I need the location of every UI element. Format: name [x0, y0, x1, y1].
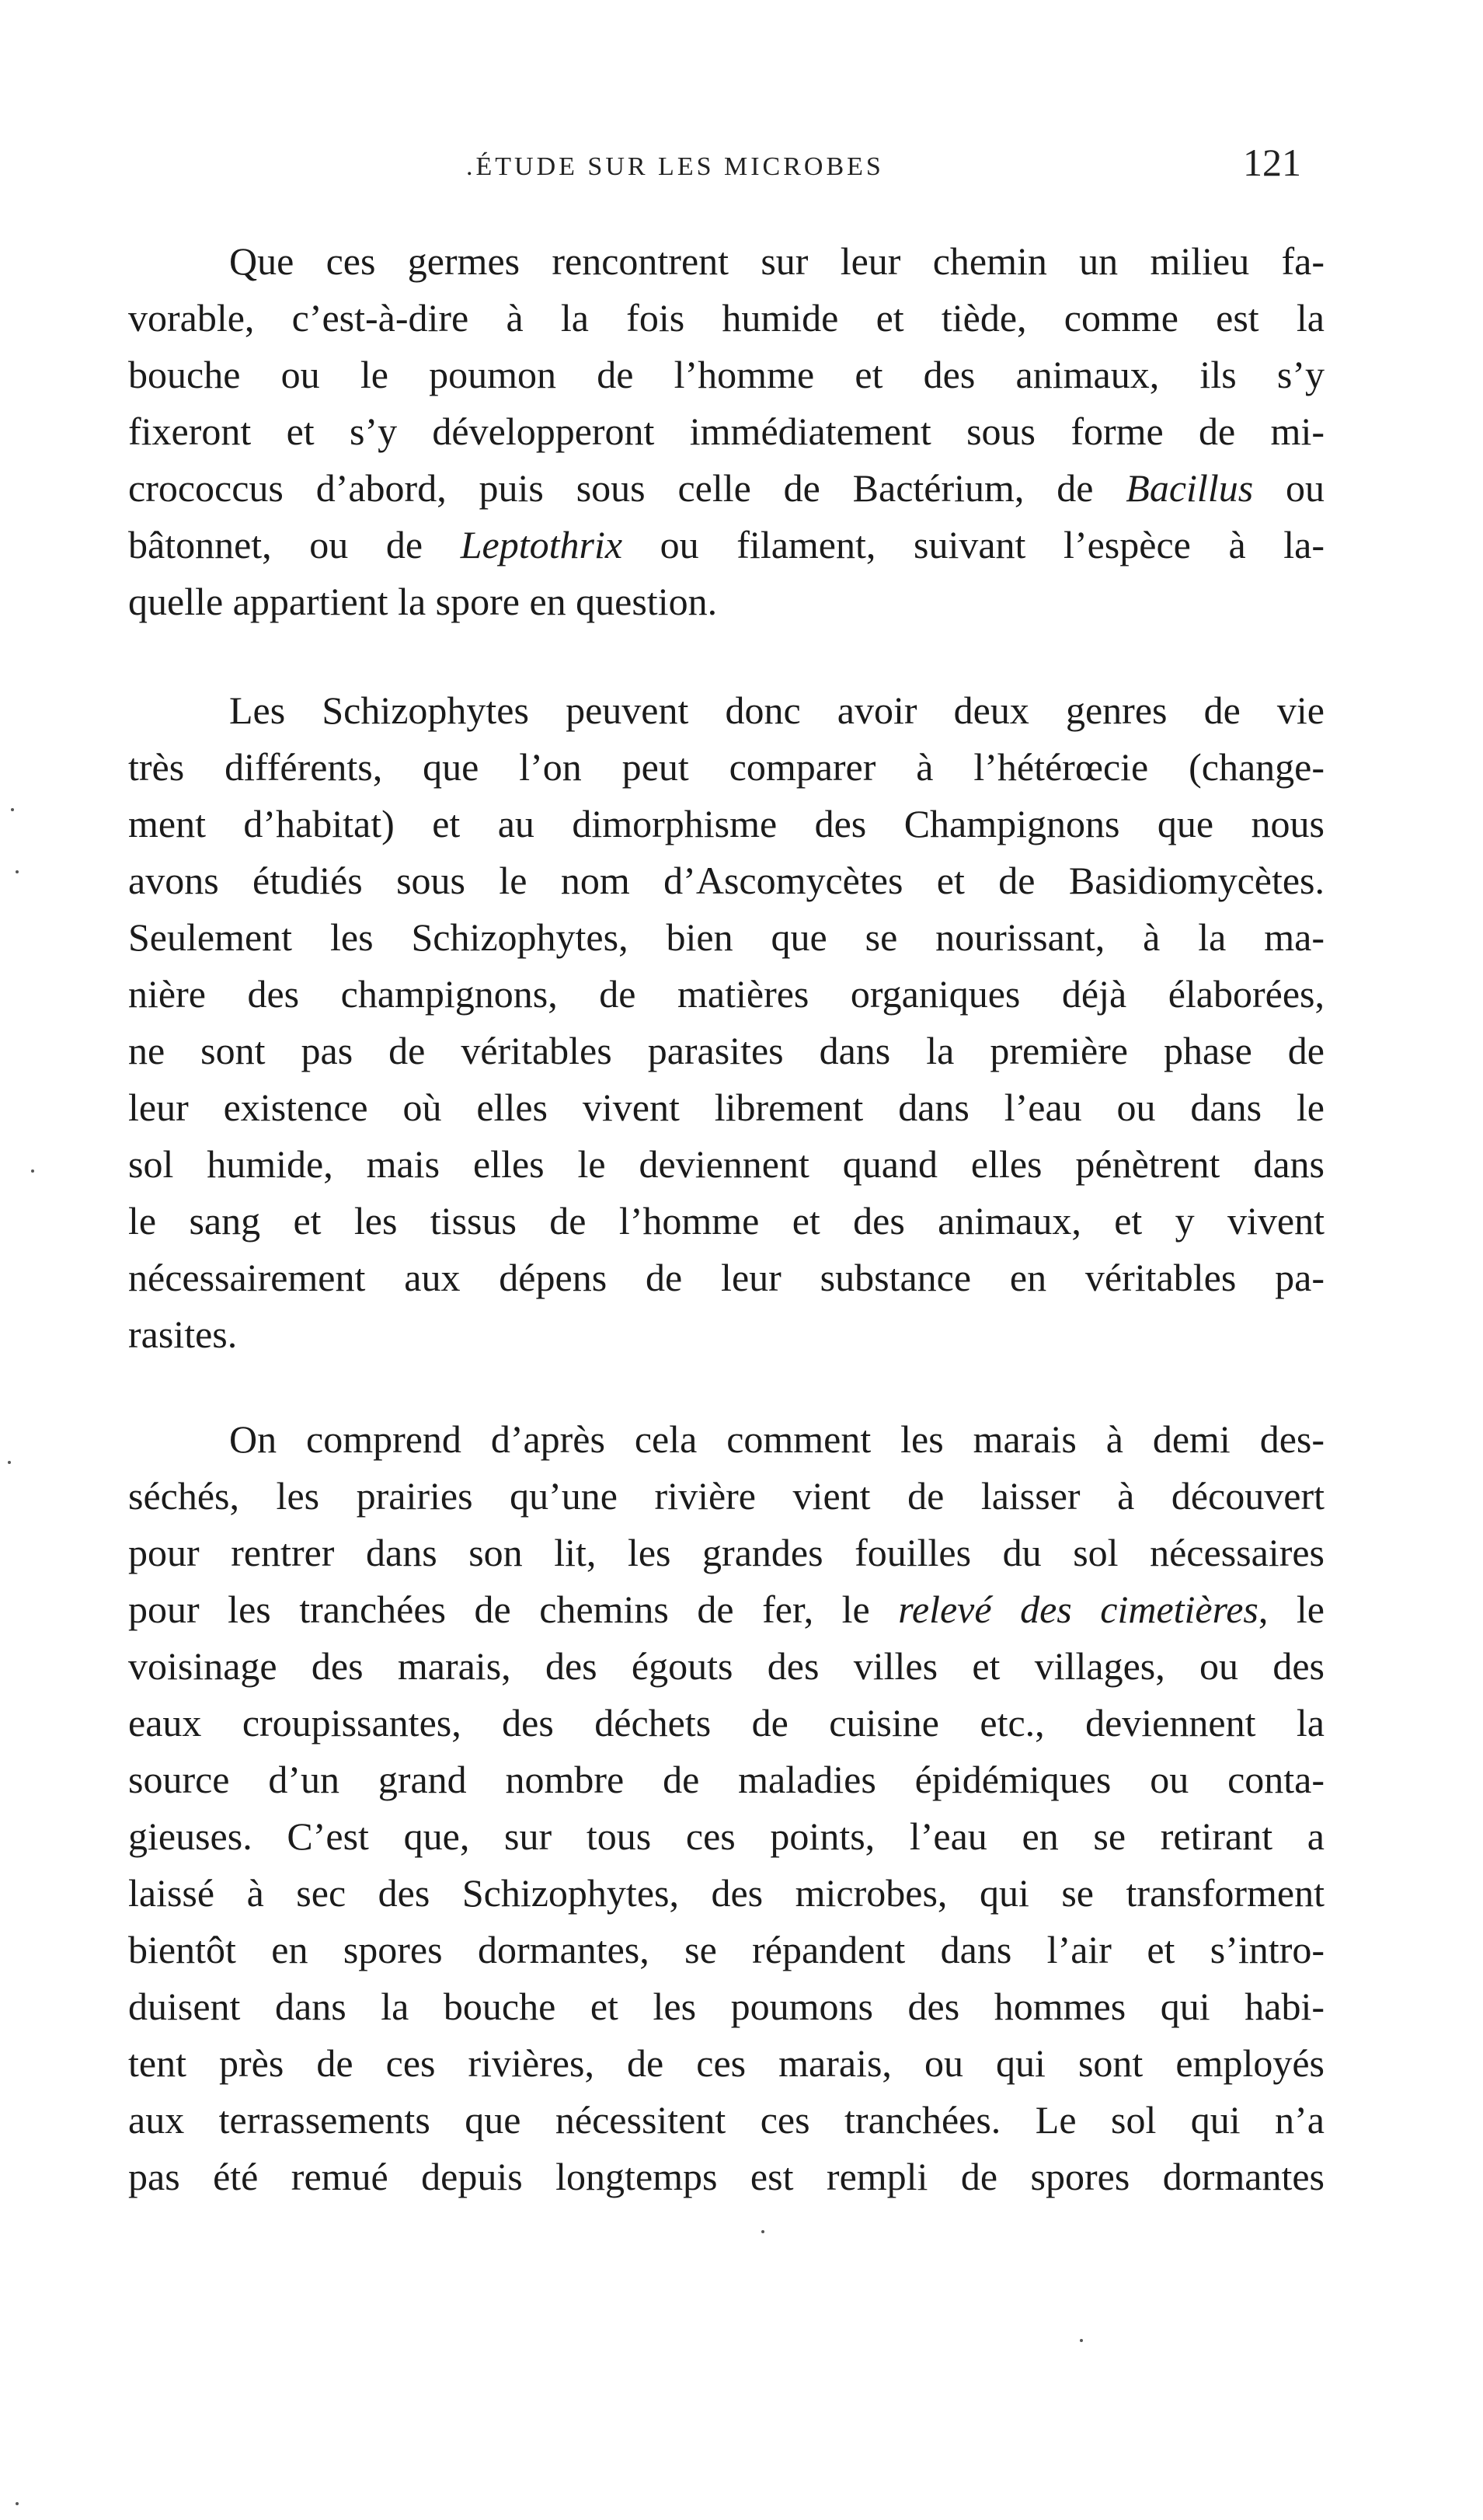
text-line: Seulement les Schizophytes, bien que se nourissant, à la ma- [128, 915, 1325, 959]
text-line: eaux croupissantes, des déchets de cuisine etc., deviennent la [128, 1701, 1325, 1744]
text-line: avons étudiés sous le nom d’Ascomycètes et de Basidiomycètes. [128, 859, 1325, 902]
italic-term-leptothrix: Leptothrix [460, 523, 623, 566]
text-line: bâtonnet, ou de Leptothrix ou filament, suivant l’espèce à la- [128, 523, 1325, 566]
text-line: fixeront et s’y développeront immédiatement sous forme de mi- [128, 410, 1325, 453]
text-line: leur existence où elles vivent librement dans l’eau ou dans le [128, 1086, 1325, 1129]
text-line: tent près de ces rivières, de ces marais, ou qui sont employés [128, 2041, 1325, 2085]
paragraph-2 [128, 682, 1325, 1363]
text-line: ment d’habitat) et au dimorphisme des Champignons que nous [128, 802, 1325, 845]
text-line: Les Schizophytes peuvent donc avoir deux genres de vie [229, 688, 1325, 732]
text-line: quelle appartient la spore en question. [128, 580, 718, 623]
scan-speck [31, 1169, 34, 1173]
text-line: pour les tranchées de chemins de fer, le relevé des cimetières, le [128, 1588, 1325, 1631]
text-line: bouche ou le poumon de l’homme et des animaux, ils s’y [128, 353, 1325, 396]
text-line: gieuses. C’est que, sur tous ces points, l’eau en se retirant a [128, 1814, 1325, 1858]
text-line: ne sont pas de véritables parasites dans la première phase de [128, 1029, 1325, 1072]
text-line: aux terrassements que nécessitent ces tranchées. Le sol qui n’a [128, 2098, 1325, 2142]
italic-term-bacillus: Bacillus [1126, 466, 1254, 510]
text-line: nière des champignons, de matières organiques déjà élaborées, [128, 972, 1325, 1016]
scan-speck [761, 2230, 764, 2233]
text-line: pas été remué depuis longtemps est rempli de spores dormantes [128, 2155, 1325, 2198]
text-line: le sang et les tissus de l’homme et des animaux, et y vivent [128, 1199, 1325, 1243]
text-line: On comprend d’après cela comment les marais à demi des- [229, 1417, 1325, 1461]
text-line: crococcus d’abord, puis sous celle de Bactérium, de Bacillus ou [128, 466, 1325, 510]
text-line: sol humide, mais elles le deviennent quand elles pénètrent dans [128, 1142, 1325, 1186]
page-number: 121 [1243, 141, 1301, 184]
scan-speck [11, 808, 14, 811]
text-line: très différents, que l’on peut comparer à l’hétérœcie (change- [128, 745, 1325, 789]
text-line: voisinage des marais, des égouts des villes et villages, ou des [128, 1644, 1325, 1688]
text-line: source d’un grand nombre de maladies épidémiques ou conta- [128, 1758, 1325, 1801]
running-head: .ÉTUDE SUR LES MICROBES [466, 152, 884, 181]
text-line: Que ces germes rencontrent sur leur chemin un milieu fa- [229, 239, 1325, 283]
paragraph-3 [128, 1411, 1325, 2205]
text-line: duisent dans la bouche et les poumons des hommes qui habi- [128, 1985, 1325, 2028]
scan-speck [16, 2502, 19, 2505]
scan-speck [1080, 2339, 1083, 2342]
scan-speck [16, 870, 19, 873]
paragraph-1 [128, 233, 1325, 630]
text-line: laissé à sec des Schizophytes, des microbes, qui se transforment [128, 1871, 1325, 1915]
text-line: vorable, c’est-à-dire à la fois humide et tiède, comme est la [128, 296, 1325, 340]
text-line: séchés, les prairies qu’une rivière vient de laisser à découvert [128, 1474, 1325, 1518]
text-line: bientôt en spores dormantes, se répandent dans l’air et s’intro- [128, 1928, 1325, 1971]
italic-term-releve: relevé des cimetières [898, 1588, 1258, 1631]
scan-speck [8, 1461, 11, 1464]
body-text [128, 233, 1325, 2205]
text-line: rasites. [128, 1312, 238, 1356]
text-line: nécessairement aux dépens de leur substance en véritables pa- [128, 1256, 1325, 1299]
text-line: pour rentrer dans son lit, les grandes fouilles du sol nécessaires [128, 1531, 1325, 1574]
